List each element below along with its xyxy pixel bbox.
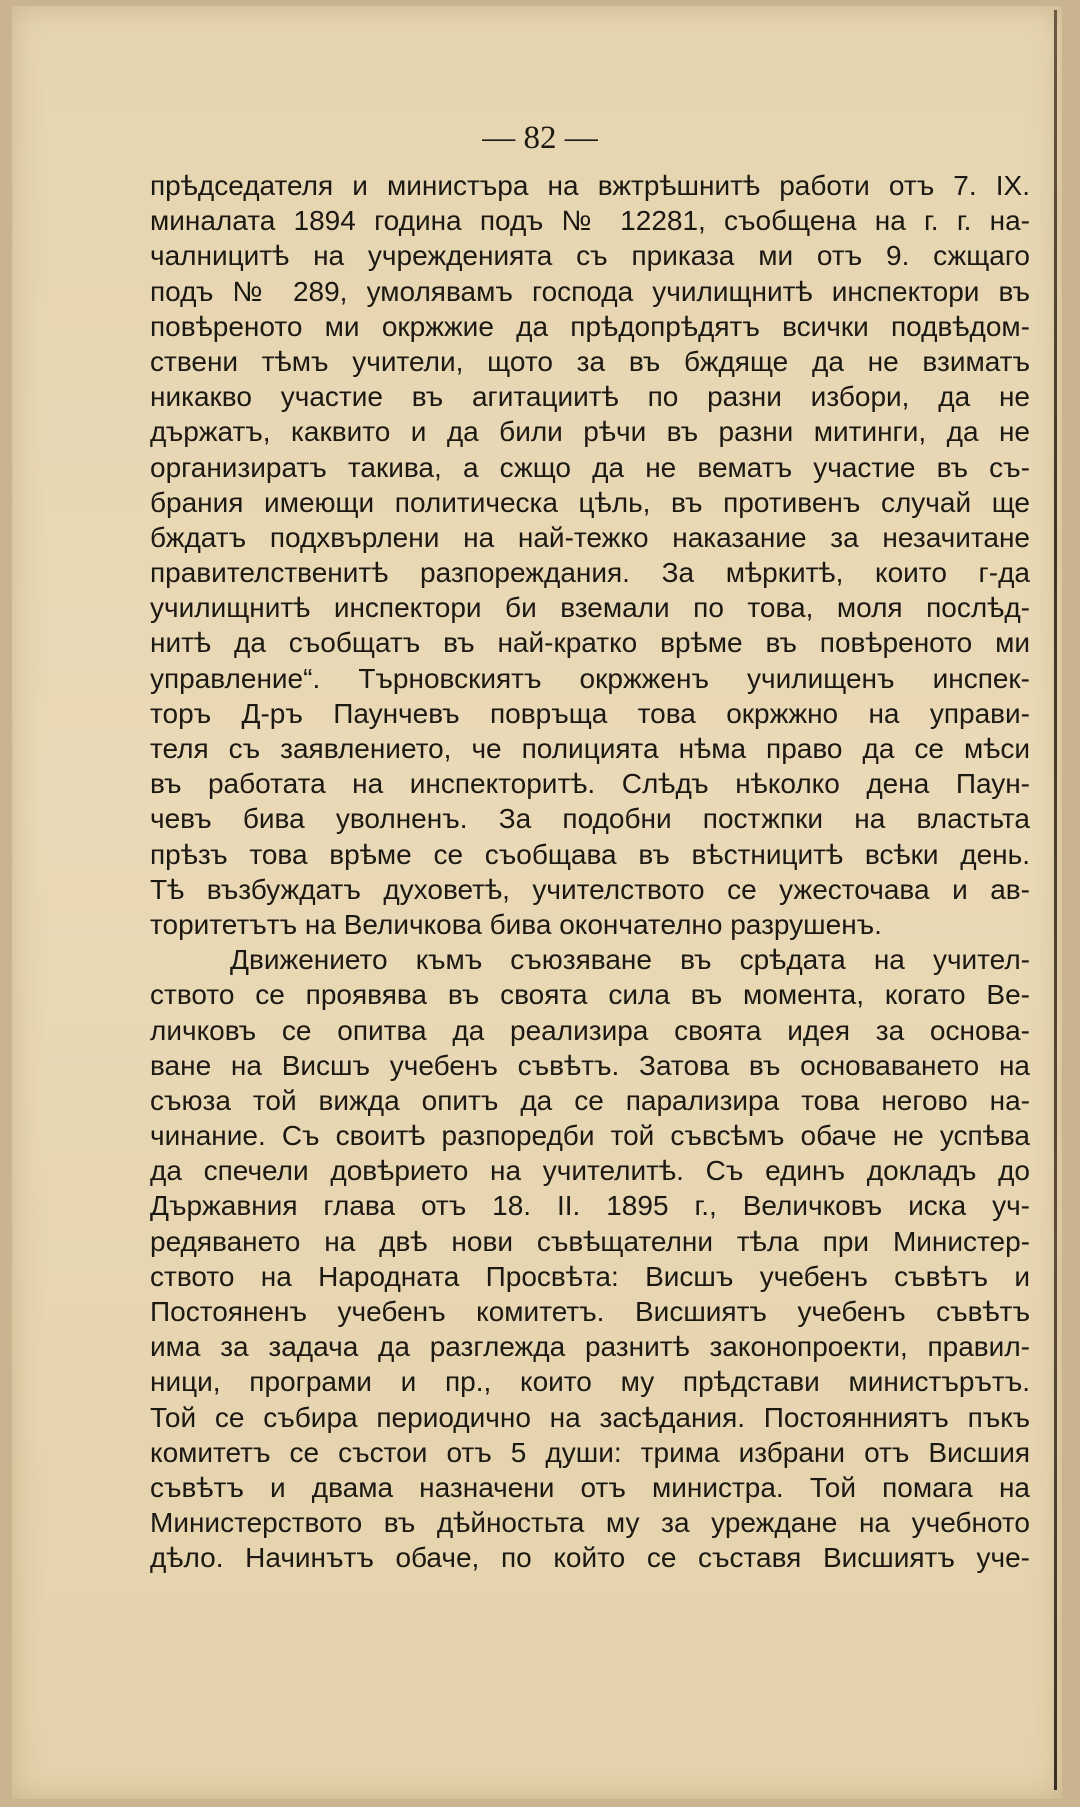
text-line: чевъ бива уволненъ. За подобни постжпки на властьта	[150, 803, 1030, 835]
text-line: ване на Висшъ учебенъ съвѣтъ. Затова въ основаването на	[150, 1049, 1030, 1081]
text-line: Той се събира периодично на засѣдания. Постоянниятъ пъкъ	[150, 1401, 1030, 1433]
text-line: подъ № 289, умолявамъ господа училищнитѣ инспектори въ	[150, 275, 1030, 307]
text-line: организиратъ такива, а сжщо да не вематъ участие въ съ-	[150, 451, 1030, 483]
text-line: повѣреното ми окржжие да прѣдопрѣдятъ всички подвѣдом-	[150, 310, 1030, 342]
text-line: чинание. Съ своитѣ разпоредби той съвсѣмъ обаче не успѣва	[150, 1120, 1030, 1152]
body-text	[150, 168, 1030, 1576]
text-line: чалницитѣ на учрежденията съ приказа ми отъ 9. сжщаго	[150, 240, 1030, 272]
text-line: Движението къмъ съюзяване въ срѣдата на учител-	[230, 944, 1030, 976]
text-line: ници, програми и пр., които му прѣдстави министърътъ.	[150, 1366, 1030, 1398]
text-line: Постояненъ учебенъ комитетъ. Висшиятъ учебенъ съвѣтъ	[150, 1296, 1030, 1327]
text-line: комитетъ се състои отъ 5 души: трима избрани отъ Висшия	[150, 1436, 1030, 1468]
text-line: Държавния глава отъ 18. II. 1895 г., Величковъ иска уч-	[150, 1190, 1030, 1222]
text-line: ството на Народната Просвѣта: Висшъ учебенъ съвѣтъ и	[150, 1260, 1030, 1292]
text-line: бждатъ подхвърлени на най-тежко наказание за незачитане	[150, 521, 1030, 553]
text-line: нитѣ да съобщатъ въ най-кратко врѣме въ повѣреното ми	[150, 627, 1030, 659]
text-line: торитетътъ на Величкова бива окончателно разрушенъ.	[150, 908, 882, 940]
page-number: — 82 —	[482, 120, 598, 156]
text-line: училищнитѣ инспектори би вземали по това, моля послѣд-	[150, 592, 1030, 624]
text-line: никакво участие въ агитациитѣ по разни избори, да не	[150, 381, 1030, 413]
text-line: редяването на двѣ нови съвѣщателни тѣла при Министер-	[150, 1225, 1030, 1257]
text-line: торъ Д-ръ Паунчевъ повръща това окржжно на управи-	[150, 697, 1030, 729]
text-line: управление“. Търновскиятъ окржженъ училищенъ инспек-	[150, 662, 1030, 694]
text-line: да спечели довѣрието на учителитѣ. Съ единъ докладъ до	[150, 1155, 1030, 1187]
text-line: Тѣ възбуждатъ духоветѣ, учителството се ужесточава и ав-	[150, 873, 1030, 905]
text-line: ството се проявява въ своята сила въ момента, когато Ве-	[150, 979, 1030, 1011]
text-line: Министерството въ дѣйностьта му за уреждане на учебното	[150, 1507, 1030, 1539]
text-line: теля съ заявлението, че полицията нѣма право да се мѣси	[150, 733, 1030, 764]
text-line: миналата 1894 година подъ № 12281, съобщена на г. г. на-	[150, 205, 1030, 237]
text-line: личковъ се опитва да реализира своята идея за основа-	[150, 1014, 1030, 1046]
text-line: брания имеющи политическа цѣль, въ противенъ случай ще	[150, 486, 1030, 518]
text-line: правителственитѣ разпореждания. За мѣркитѣ, които г-да	[150, 557, 1030, 589]
text-line: прѣзъ това врѣме се съобщава въ вѣстницитѣ всѣки день.	[150, 838, 1030, 870]
text-line: прѣдседателя и министъра на вжтрѣшнитѣ работи отъ 7. IX.	[150, 170, 1030, 201]
page-edge-shadow	[1054, 10, 1057, 1790]
text-line: съвѣтъ и двама назначени отъ министра. Той помага на	[150, 1471, 1030, 1503]
text-line: въ работата на инспекторитѣ. Слѣдъ нѣколко дена Паун-	[150, 768, 1030, 800]
text-line: ствени тѣмъ учители, щото за въ бждяще да не взиматъ	[150, 345, 1030, 377]
text-line: съюза той вижда опитъ да се парализира това негово на-	[150, 1084, 1030, 1116]
text-line: държатъ, каквито и да били рѣчи въ разни митинги, да не	[150, 416, 1030, 448]
text-line: има за задача да разглежда разнитѣ законопроекти, правил-	[150, 1331, 1030, 1363]
text-line: дѣло. Начинътъ обаче, по който се съставя Висшиятъ уче-	[150, 1542, 1030, 1574]
